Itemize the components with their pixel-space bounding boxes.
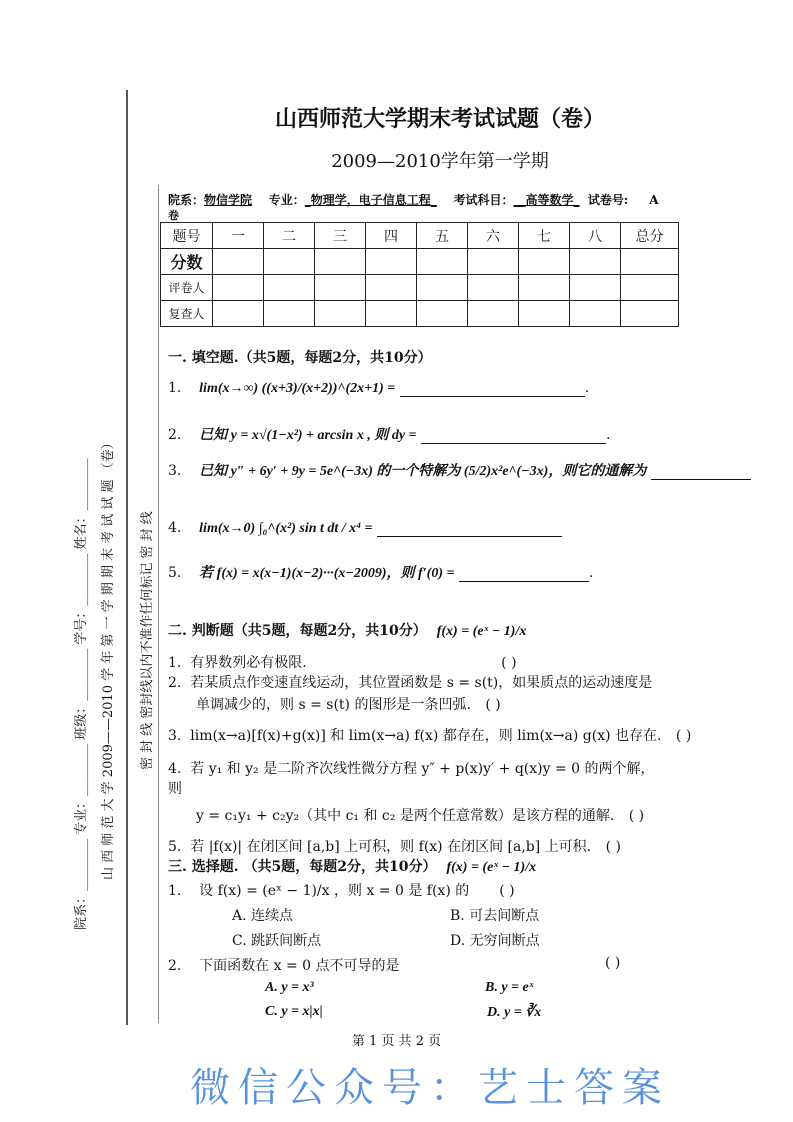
option-b[interactable]: B. 可去间断点 xyxy=(450,908,540,924)
score-cell[interactable] xyxy=(519,275,570,301)
question-number: 5. xyxy=(168,839,182,855)
score-cell[interactable] xyxy=(264,275,315,301)
question-1-1 xyxy=(168,380,589,397)
score-cell[interactable] xyxy=(570,249,621,275)
score-cell[interactable] xyxy=(519,249,570,275)
answer-paren[interactable]: ( ) xyxy=(501,655,517,671)
score-header-cell: 一 xyxy=(213,223,264,249)
question-number: 2. xyxy=(168,958,182,974)
question-text: 有界数列必有极限. xyxy=(190,655,307,671)
question-3-1 xyxy=(168,880,515,900)
question-number: 3. xyxy=(168,463,182,479)
score-cell[interactable] xyxy=(366,301,417,327)
score-cell[interactable] xyxy=(519,301,570,327)
option-d[interactable]: D. 无穷间断点 xyxy=(450,933,540,949)
page-footer: 第 1 页 共 2 页 xyxy=(351,1034,442,1049)
question-text: 已知 y″ + 6y′ + 9y = 5e^(−3x) 的一个特解为 (5/2)x²e^(−3x)，则它的通解为 xyxy=(199,464,647,479)
question-text: 若某质点作变速直线运动，其位置函数是 s = s(t)，如果质点的运动速度是 xyxy=(190,675,653,691)
question-number: 1. xyxy=(168,380,182,396)
sidebar-exam-title: 山 西 师 范 大 学 2009——2010 学 年 第 一 学 期 期 末 考 试 试 题 （卷） xyxy=(101,436,116,880)
score-cell[interactable] xyxy=(417,301,468,327)
question-3-2 xyxy=(168,955,400,975)
score-cell[interactable] xyxy=(570,301,621,327)
score-row-label: 分数 xyxy=(161,249,213,275)
subject-label: 考试科目： xyxy=(453,193,514,207)
option-d[interactable]: D. y = ∛x xyxy=(487,1005,542,1020)
question-1-2 xyxy=(168,424,610,444)
question-2-1 xyxy=(168,652,517,672)
question-2-4 xyxy=(168,758,655,834)
score-cell[interactable] xyxy=(468,301,519,327)
score-cell[interactable] xyxy=(621,301,679,327)
answer-paren[interactable]: ( ) xyxy=(628,808,645,824)
question-text-cont: 单调减少的，则 s = s(t) 的图形是一条凹弧. xyxy=(196,697,471,713)
exam-info-line xyxy=(168,191,659,208)
seal-line xyxy=(158,185,159,1023)
question-number: 1. xyxy=(168,883,182,899)
score-cell[interactable] xyxy=(264,249,315,275)
score-cell[interactable] xyxy=(264,301,315,327)
question-text: 若 |f(x)| 在闭区间 [a,b] 上可积，则 f(x) 在闭区间 [a,b] 上可积. xyxy=(190,839,592,855)
score-row-label: 评卷人 xyxy=(161,275,213,301)
answer-blank[interactable] xyxy=(421,443,606,444)
option-c[interactable]: C. y = x|x| xyxy=(265,1004,323,1019)
major-value: _物理学，电子信息工程_ xyxy=(304,193,437,207)
question-text: 设 f(x) = (eˣ − 1)/x ，则 x = 0 是 f(x) 的 xyxy=(199,883,470,899)
section3-heading: 三. 选择题. （共5题，每题2分，共10分） xyxy=(168,859,437,875)
score-cell[interactable] xyxy=(417,275,468,301)
score-cell[interactable] xyxy=(570,275,621,301)
question-1-4 xyxy=(168,520,562,537)
score-cell[interactable] xyxy=(315,249,366,275)
question-text: 已知 y = x√(1−x²) + arcsin x , 则 dy = xyxy=(199,428,417,443)
option-a[interactable]: A. 连续点 xyxy=(232,908,294,924)
question-text: 若 f(x) = x(x−1)(x−2)···(x−2009)，则 f′(0) = xyxy=(199,566,455,581)
semester-subtitle: 2009—2010学年第一学期 xyxy=(331,151,549,172)
answer-paren[interactable]: ( ) xyxy=(675,728,692,744)
dept-value: 物信学院 xyxy=(204,193,253,207)
question-2-3 xyxy=(168,725,691,745)
paper-label: 试卷号: xyxy=(587,193,629,207)
question-2-5 xyxy=(168,836,621,856)
question-2-2 xyxy=(168,672,652,718)
seal-line-notice: 密 封 线 密封线以内不准作任何标记 密 封 线 xyxy=(140,511,155,770)
section2-heading: 二. 判断题（共5题，每题2分，共10分） xyxy=(168,623,427,639)
answer-blank[interactable] xyxy=(459,581,589,582)
question-number: 1. xyxy=(168,655,182,671)
score-cell[interactable] xyxy=(213,301,264,327)
answer-paren[interactable]: ( ) xyxy=(499,883,515,899)
answer-blank[interactable] xyxy=(400,396,585,397)
score-cell[interactable] xyxy=(213,249,264,275)
score-header-cell: 总分 xyxy=(621,223,679,249)
question-number: 4. xyxy=(168,761,182,777)
section2-formula: f(x) = (eˣ − 1)/x xyxy=(436,624,527,639)
section1-heading: 一. 填空题.（共5题，每题2分，共10分） xyxy=(168,350,432,366)
score-cell[interactable] xyxy=(315,301,366,327)
score-header-cell: 六 xyxy=(468,223,519,249)
section3-formula: f(x) = (eˣ − 1)/x xyxy=(446,860,537,875)
page-title: 山西师范大学期末考试试题（卷） xyxy=(274,106,605,132)
answer-paren[interactable]: ( ) xyxy=(605,839,621,855)
answer-paren[interactable]: ( ) xyxy=(485,697,501,713)
section3-heading-row xyxy=(168,856,536,876)
score-header-cell: 题号 xyxy=(161,223,213,249)
period: . xyxy=(605,427,611,443)
section2-heading-row xyxy=(168,620,526,640)
question-1-5 xyxy=(168,562,593,582)
period: . xyxy=(588,565,594,581)
student-info-fields: 院系：________ 专业：________ 班级：________ 学号：________ 姓名：________ xyxy=(74,458,89,930)
question-text: lim(x→a)[f(x)+g(x)] 和 lim(x→a) f(x) 都存在，则 lim(x→a) g(x) 也存在. xyxy=(190,728,662,744)
score-cell[interactable] xyxy=(417,249,468,275)
score-cell[interactable] xyxy=(621,275,679,301)
dept-label: 院系： xyxy=(168,193,205,207)
period: . xyxy=(584,380,590,396)
major-label: 专业： xyxy=(268,193,305,207)
question-text: 下面函数在 x = 0 点不可导的是 xyxy=(199,958,400,974)
question-text-cont: y = c₁y₁ + c₂y₂（其中 c₁ 和 c₂ 是两个任意常数）是该方程的通解. xyxy=(196,808,615,824)
score-header-cell: 二 xyxy=(264,223,315,249)
paper-value: A xyxy=(649,193,659,207)
score-cell[interactable] xyxy=(315,275,366,301)
question-text: lim(x→0) ∫₀^(x²) sin t dt / x⁴ = xyxy=(199,521,373,536)
score-cell[interactable] xyxy=(213,275,264,301)
answer-blank[interactable] xyxy=(651,479,751,480)
question-text: lim(x→∞) ((x+3)/(x+2))^(2x+1) = xyxy=(199,381,396,396)
score-cell[interactable] xyxy=(366,249,417,275)
score-header-cell: 三 xyxy=(315,223,366,249)
score-cell[interactable] xyxy=(468,275,519,301)
question-text-cont: 则 xyxy=(168,781,182,797)
option-b[interactable]: B. y = eˣ xyxy=(485,980,534,995)
score-header-cell: 五 xyxy=(417,223,468,249)
score-header-cell: 四 xyxy=(366,223,417,249)
option-c[interactable]: C. 跳跃间断点 xyxy=(232,933,322,949)
question-number: 3. xyxy=(168,728,182,744)
question-number: 5. xyxy=(168,565,182,581)
answer-blank[interactable] xyxy=(377,536,562,537)
subject-value: __高等数学_ xyxy=(513,193,580,207)
score-header-cell: 八 xyxy=(570,223,621,249)
score-table xyxy=(160,222,679,327)
score-cell[interactable] xyxy=(621,249,679,275)
answer-paren[interactable]: ( ) xyxy=(605,955,621,971)
score-row-label: 复查人 xyxy=(161,301,213,327)
question-number: 2. xyxy=(168,675,182,691)
watermark: 微信公众号：艺士答案 xyxy=(190,1065,670,1111)
score-cell[interactable] xyxy=(366,275,417,301)
question-number: 4. xyxy=(168,520,182,536)
question-number: 2. xyxy=(168,427,182,443)
score-header-cell: 七 xyxy=(519,223,570,249)
option-a[interactable]: A. y = x³ xyxy=(265,980,314,995)
question-1-3 xyxy=(168,460,751,480)
score-cell[interactable] xyxy=(468,249,519,275)
paper-suffix: 卷 xyxy=(168,209,179,222)
question-text: 若 y₁ 和 y₂ 是二阶齐次线性微分方程 y″ + p(x)y′ + q(x)y = 0 的两个解， xyxy=(190,761,655,777)
binding-line xyxy=(126,90,128,1025)
